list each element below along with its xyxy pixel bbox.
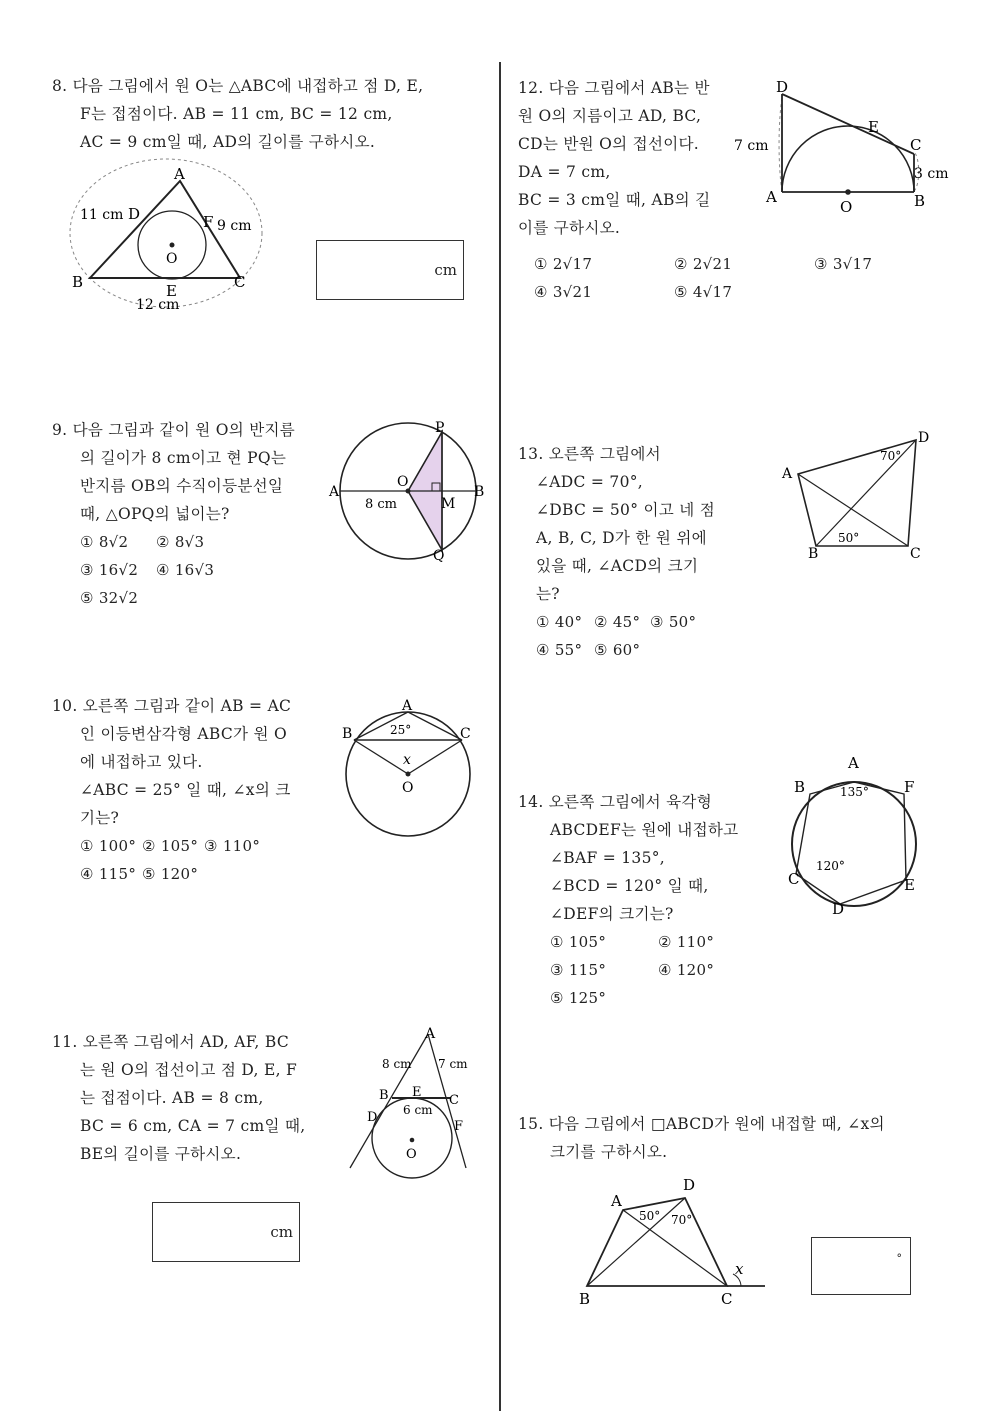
q13-line1: 13. 오른쪽 그림에서: [518, 445, 661, 463]
q9-line1: 9. 다음 그림과 같이 원 O의 반지름: [52, 421, 296, 439]
q13-option-5[interactable]: ⑤ 60°: [594, 641, 641, 659]
q15-unit: °: [896, 1252, 902, 1265]
q12-option-2[interactable]: ② 2√21: [674, 255, 733, 273]
question-11: [52, 1028, 342, 1168]
q13-option-1[interactable]: ① 40°: [536, 613, 583, 631]
q12-option-5[interactable]: ⑤ 4√17: [674, 283, 733, 301]
q15-label-C: C: [721, 1290, 733, 1308]
q12-label-A: A: [766, 188, 777, 206]
q15-label-A: A: [611, 1192, 622, 1210]
q9-option-5[interactable]: ⑤ 32√2: [80, 589, 139, 607]
q14-label-120: 120°: [816, 859, 845, 873]
q13-label-C: C: [910, 546, 921, 562]
q14-line3: ∠BAF = 135°,: [550, 849, 666, 867]
question-14: [518, 788, 768, 1012]
q15-line2: 크기를 구하시오.: [550, 1143, 668, 1161]
q8-label-ab: 11 cm: [80, 207, 124, 223]
q11-label-bc: 6 cm: [403, 1103, 433, 1117]
q8-answer-box[interactable]: [316, 240, 464, 300]
q12-line4: DA = 7 cm,: [518, 163, 611, 181]
q11-line1: 11. 오른쪽 그림에서 AD, AF, BC: [52, 1033, 289, 1051]
q9-option-1[interactable]: ① 8√2: [80, 533, 129, 551]
q10-line4: ∠ABC = 25° 일 때, ∠x의 크: [80, 781, 291, 799]
q12-line2: 원 O의 지름이고 AD, BC,: [518, 107, 702, 125]
q10-label-C: C: [460, 726, 471, 742]
q14-label-B: B: [794, 778, 806, 796]
q9-label-A: A: [329, 484, 340, 500]
q14-label-A: A: [848, 754, 859, 772]
q13-line6: 는?: [536, 585, 560, 603]
q11-line4: BC = 6 cm, CA = 7 cm일 때,: [80, 1117, 306, 1135]
q11-line2: 는 원 O의 접선이고 점 D, E, F: [80, 1061, 298, 1079]
q8-label-C: C: [234, 273, 246, 291]
q9-line2: 의 길이가 8 cm이고 현 PQ는: [80, 449, 287, 467]
q12-option-3[interactable]: ③ 3√17: [814, 255, 873, 273]
q11-label-ac: 7 cm: [438, 1057, 468, 1071]
question-13: [518, 440, 768, 664]
q10-label-O: O: [402, 780, 414, 796]
q11-answer-box[interactable]: [152, 1202, 300, 1262]
q10-option-2[interactable]: ② 105°: [142, 837, 199, 855]
question-12: [518, 74, 758, 242]
q10-line1: 10. 오른쪽 그림과 같이 AB = AC: [52, 697, 292, 715]
q13-label-B: B: [808, 546, 819, 562]
q10-label-x: x: [403, 752, 411, 768]
q10-label-B: B: [342, 726, 353, 742]
q10-line3: 에 내접하고 있다.: [80, 753, 203, 771]
q13-line3: ∠DBC = 50° 이고 네 점: [536, 501, 716, 519]
q12-label-B: B: [914, 192, 926, 210]
q15-answer-box[interactable]: [811, 1237, 911, 1295]
q15-label-D: D: [683, 1176, 696, 1194]
q12-options: [534, 250, 974, 306]
q8-label-D: D: [128, 205, 141, 223]
q14-label-E: E: [904, 876, 915, 894]
q9-option-4[interactable]: ④ 16√3: [156, 561, 215, 579]
q14-line1: 14. 오른쪽 그림에서 육각형: [518, 793, 712, 811]
question-10: [52, 692, 332, 888]
question-15: [518, 1110, 958, 1166]
q14-line5: ∠DEF의 크기는?: [550, 905, 674, 923]
q11-label-A: A: [425, 1026, 436, 1042]
q8-line2: F는 접점이다. AB = 11 cm, BC = 12 cm,: [80, 105, 393, 123]
q12-line3: CD는 반원 O의 접선이다.: [518, 135, 699, 153]
q9-line3: 반지름 OB의 수직이등분선일: [80, 477, 284, 495]
q8-label-B: B: [72, 273, 84, 291]
q9-label-O: O: [397, 474, 409, 490]
q8-label-bc: 12 cm: [136, 297, 180, 313]
q10-line2: 인 이등변삼각형 ABC가 원 O: [80, 725, 288, 743]
q11-label-E: E: [412, 1085, 422, 1100]
q11-line5: BE의 길이를 구하시오.: [80, 1145, 242, 1163]
q10-label-angle: 25°: [390, 723, 412, 737]
q9-option-3[interactable]: ③ 16√2: [80, 561, 139, 579]
q9-option-2[interactable]: ② 8√3: [156, 533, 205, 551]
q14-option-3[interactable]: ③ 115°: [550, 961, 607, 979]
q14-figure: [790, 754, 930, 919]
q12-figure: [734, 76, 952, 221]
q8-label-ac: 9 cm: [217, 218, 252, 234]
q10-option-5[interactable]: ⑤ 120°: [142, 865, 199, 883]
q14-option-4[interactable]: ④ 120°: [658, 961, 715, 979]
q14-line2: ABCDEF는 원에 내접하고: [550, 821, 739, 839]
q8-line1: 8. 다음 그림에서 원 O는 △ABC에 내접하고 점 D, E,: [52, 77, 424, 95]
q11-label-B: B: [379, 1088, 389, 1103]
q14-label-135: 135°: [840, 785, 869, 799]
q8-line3: AC = 9 cm일 때, AD의 길이를 구하시오.: [80, 133, 376, 151]
q12-line5: BC = 3 cm일 때, AB의 길: [518, 191, 711, 209]
q13-line4: A, B, C, D가 한 원 위에: [536, 529, 707, 547]
q12-label-E: E: [868, 118, 879, 136]
q14-option-1[interactable]: ① 105°: [550, 933, 607, 951]
q11-unit: cm: [270, 1223, 293, 1241]
q9-label-B: B: [474, 484, 485, 500]
q14-label-F: F: [904, 778, 915, 796]
q13-label-A: A: [782, 466, 793, 482]
q10-option-3[interactable]: ③ 110°: [204, 837, 261, 855]
q11-label-O: O: [406, 1147, 417, 1162]
q9-label-M: M: [441, 496, 456, 512]
q13-line2: ∠ADC = 70°,: [536, 473, 644, 491]
question-8: [52, 72, 492, 156]
q11-label-C: C: [449, 1093, 459, 1108]
q8-label-F: F: [203, 213, 214, 231]
q14-label-C: C: [788, 870, 800, 888]
q11-label-F: F: [454, 1119, 464, 1134]
q14-label-D: D: [832, 900, 845, 918]
q12-label-bc: 3 cm: [914, 166, 949, 182]
q12-option-1[interactable]: ① 2√17: [534, 255, 593, 273]
q8-label-O: O: [166, 251, 178, 267]
q11-line3: 는 접점이다. AB = 8 cm,: [80, 1089, 264, 1107]
column-divider: [499, 62, 501, 1411]
q9-label-Q: Q: [433, 548, 445, 564]
question-9: [52, 416, 332, 612]
q15-line1: 15. 다음 그림에서 □ABCD가 원에 내접할 때, ∠x의: [518, 1115, 885, 1133]
q15-figure: [575, 1172, 775, 1312]
q15-label-B: B: [579, 1290, 591, 1308]
q9-label-P: P: [435, 420, 445, 436]
q11-figure: [348, 1026, 478, 1176]
q8-unit: cm: [434, 261, 457, 279]
q8-label-E: E: [166, 282, 177, 300]
q13-option-2[interactable]: ② 45°: [594, 613, 641, 631]
q13-figure: [780, 428, 940, 568]
q13-option-3[interactable]: ③ 50°: [650, 613, 697, 631]
q10-option-1[interactable]: ① 100°: [80, 837, 137, 855]
q12-label-C: C: [910, 136, 922, 154]
q9-label-r: 8 cm: [365, 497, 398, 512]
q11-label-ab: 8 cm: [382, 1057, 412, 1071]
q10-option-4[interactable]: ④ 115°: [80, 865, 137, 883]
q12-option-4[interactable]: ④ 3√21: [534, 283, 593, 301]
q13-option-4[interactable]: ④ 55°: [536, 641, 583, 659]
q9-figure: [329, 420, 490, 565]
q9-line4: 때, △OPQ의 넓이는?: [80, 505, 230, 523]
q8-label-A: A: [174, 165, 185, 183]
q13-label-50: 50°: [838, 531, 860, 545]
q15-label-50: 50°: [639, 1209, 661, 1223]
q13-label-70: 70°: [880, 449, 902, 463]
q12-label-da: 7 cm: [734, 138, 769, 154]
q12-label-O: O: [840, 198, 853, 216]
q8-figure: [70, 165, 270, 315]
q14-line4: ∠BCD = 120° 일 때,: [550, 877, 709, 895]
q13-line5: 있을 때, ∠ACD의 크기: [536, 557, 699, 575]
q15-label-x: x: [735, 1260, 744, 1278]
q10-figure: [340, 694, 490, 839]
q12-line6: 이를 구하시오.: [518, 219, 621, 237]
q14-option-2[interactable]: ② 110°: [658, 933, 715, 951]
q14-option-5[interactable]: ⑤ 125°: [550, 989, 607, 1007]
q15-label-70: 70°: [671, 1213, 693, 1227]
q12-label-D: D: [776, 78, 789, 96]
q11-label-D: D: [367, 1110, 378, 1125]
q13-label-D: D: [918, 430, 930, 446]
q12-line1: 12. 다음 그림에서 AB는 반: [518, 79, 710, 97]
q10-line5: 기는?: [80, 809, 120, 827]
q10-label-A: A: [402, 698, 413, 714]
